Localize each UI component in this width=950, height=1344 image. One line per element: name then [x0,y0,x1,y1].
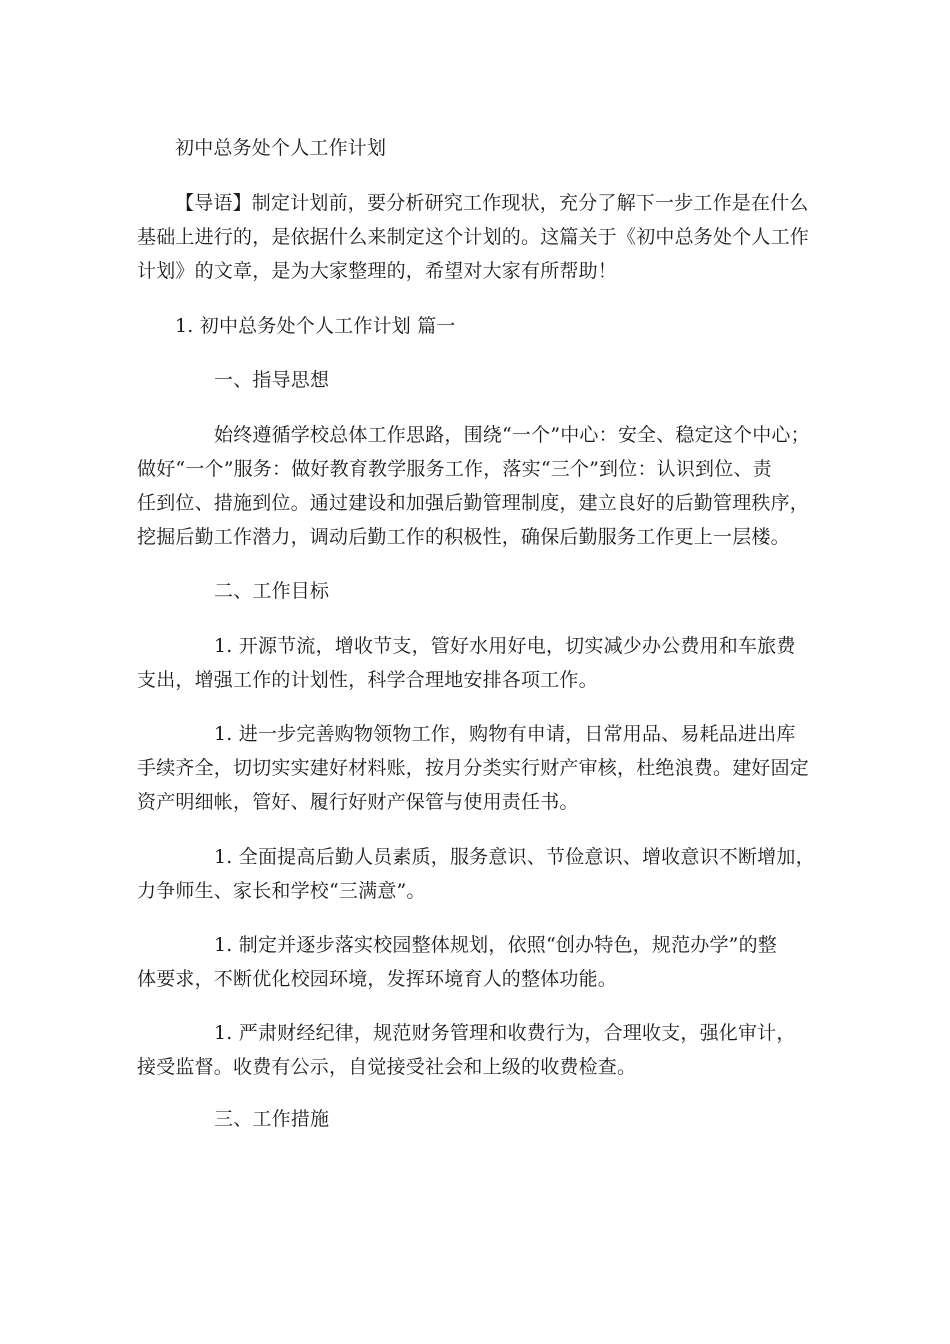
heading-work-measures: 三、工作措施 [214,1108,330,1130]
goal-line: 资产明细帐，管好、履行好财产保管与使用责任书。 [137,791,579,813]
paragraph-line: 任到位、措施到位。通过建设和加强后勤管理制度，建立良好的后勤管理秩序， [137,492,810,514]
goal-line: 1. 制定并逐步落实校园整体规划，依照“创办特色，规范办学”的整 [214,934,777,956]
paragraph-line: 始终遵循学校总体工作思路，围绕“一个”中心：安全、稳定这个中心； [214,424,810,446]
goal-line: 力争师生、家长和学校“三满意”。 [137,880,426,902]
section-title: 1. 初中总务处个人工作计划 篇一 [175,315,456,337]
goal-line: 1. 进一步完善购物领物工作，购物有申请，日常用品、易耗品进出库 [214,723,796,745]
intro-line: 【导语】制定计划前，要分析研究工作现状，充分了解下一步工作是在什么 [175,192,809,214]
paragraph-line: 挖掘后勤工作潜力，调动后勤工作的积极性，确保后勤服务工作更上一层楼。 [137,526,790,548]
heading-guiding-ideology: 一、指导思想 [214,369,330,391]
goal-line: 1. 开源节流，增收节支，管好水用好电，切实减少办公费用和车旅费 [214,635,796,657]
document-title: 初中总务处个人工作计划 [175,137,387,159]
intro-line: 基础上进行的，是依据什么来制定这个计划的。这篇关于《初中总务处个人工作 [137,226,810,248]
intro-line: 计划》的文章，是为大家整理的，希望对大家有所帮助！ [137,260,618,282]
goal-line: 1. 严肃财经纪律，规范财务管理和收费行为，合理收支，强化审计， [214,1022,796,1044]
goal-line: 支出，增强工作的计划性，科学合理地安排各项工作。 [137,669,598,691]
goal-line: 1. 全面提高后勤人员素质，服务意识、节俭意识、增收意识不断增加， [214,846,815,868]
goal-line: 接受监督。收费有公示，自觉接受社会和上级的收费检查。 [137,1056,637,1078]
goal-line: 手续齐全，切切实实建好材料账，按月分类实行财产审核，杜绝浪费。建好固定 [137,757,810,779]
goal-line: 体要求，不断优化校园环境，发挥环境育人的整体功能。 [137,968,618,990]
paragraph-line: 做好“一个”服务：做好教育教学服务工作，落实“三个”到位：认识到位、责 [137,458,772,480]
heading-work-goals: 二、工作目标 [214,580,330,602]
